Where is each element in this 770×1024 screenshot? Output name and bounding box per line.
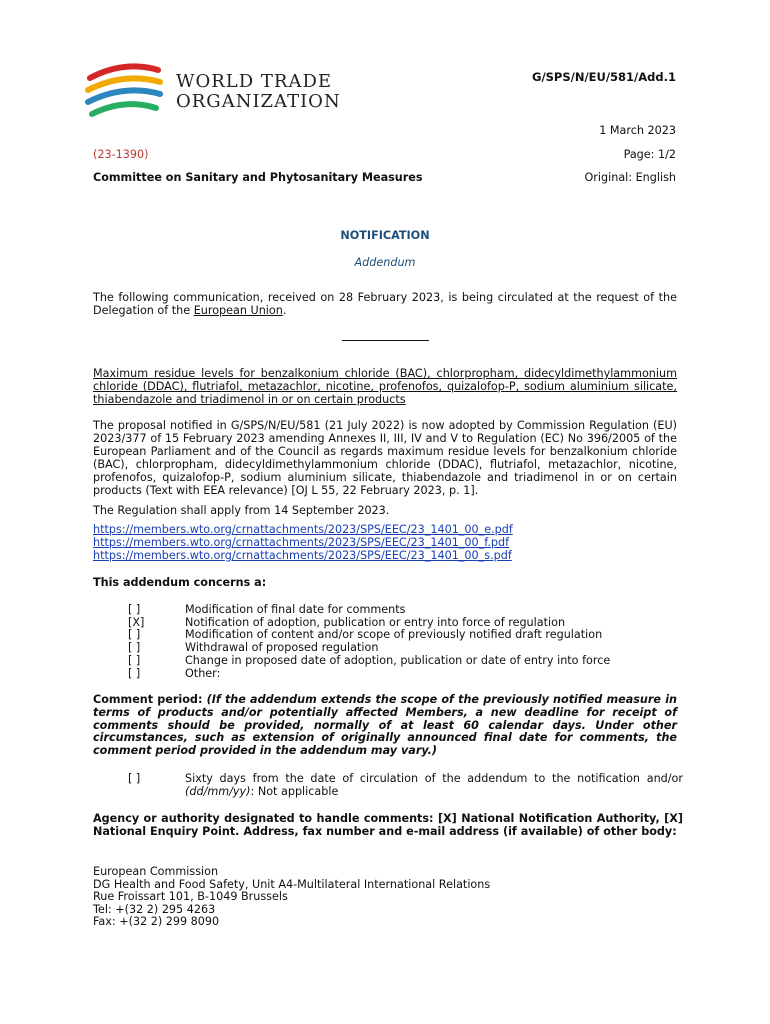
document-reference: G/SPS/N/EU/581/Add.1	[532, 70, 676, 84]
intro-end: .	[282, 304, 287, 317]
checkbox: [ ]	[128, 628, 141, 642]
intro-paragraph	[93, 291, 677, 317]
concerns-heading: This addendum concerns a:	[93, 576, 267, 589]
subject-title	[93, 367, 677, 406]
comment-period-label: Comment period:	[93, 693, 207, 706]
checkbox: [ ]	[128, 641, 141, 655]
divider	[342, 340, 429, 341]
original-language: Original: English	[584, 171, 676, 184]
comment-period	[93, 694, 677, 758]
checklist-label: Other:	[185, 666, 221, 680]
apply-date: The Regulation shall apply from 14 September 2023.	[93, 504, 390, 517]
date-format: (dd/mm/yy)	[185, 785, 251, 798]
subject-text: Maximum residue levels for benzalkonium chloride (BAC), chlorpropham, didecyldimethylammonium chloride (DDAC), flutriafol, metazachlor, nicotine, profenofos, quizalofop-P, sodium aluminium silicate, thiabendazole and triadimenol in or on certain products	[93, 367, 677, 406]
checklist-label: Modification of content and/or scope of previously notified draft regulation	[185, 628, 603, 642]
checklist-label: Notification of adoption, publication or entry into force of regulation	[185, 615, 566, 629]
committee-name: Committee on Sanitary and Phytosanitary Measures	[93, 171, 423, 184]
org-name-line2: ORGANIZATION	[176, 91, 341, 112]
link-spanish[interactable]: https://members.wto.org/crnattachments/2023/SPS/EEC/23_1401_00_s.pdf	[93, 549, 512, 562]
checklist-item	[128, 604, 610, 617]
link-english[interactable]: https://members.wto.org/crnattachments/2023/SPS/EEC/23_1401_00_e.pdf	[93, 523, 513, 536]
checklist-item	[128, 642, 610, 655]
checkbox: [ ]	[128, 653, 141, 667]
addendum-checklist	[128, 604, 610, 680]
address-line: Rue Froissart 101, B-1049 Brussels	[93, 890, 288, 904]
checklist-item	[128, 668, 610, 681]
org-name-line1: WORLD TRADE	[176, 71, 333, 92]
checkbox: [ ]	[128, 603, 141, 616]
sixty-days-option	[128, 772, 683, 798]
addendum-subtitle: Addendum	[354, 256, 416, 269]
address-line: European Commission	[93, 865, 219, 878]
sixty-days-value: : Not applicable	[250, 785, 339, 798]
checklist-item	[128, 655, 610, 668]
link-french[interactable]: https://members.wto.org/crnattachments/2023/SPS/EEC/23_1401_00_f.pdf	[93, 536, 510, 549]
wto-emblem-icon	[84, 58, 170, 128]
address-line: DG Health and Food Safety, Unit A4-Multilateral International Relations	[93, 877, 491, 891]
delegation-name: European Union	[193, 304, 283, 317]
intro-text: The following communication, received on 28 February 2023, is being circulated at the request of the Delegation of the	[93, 291, 677, 317]
address-block	[93, 866, 490, 929]
checkbox: [ ]	[128, 666, 141, 680]
checkbox: [ ]	[128, 772, 141, 785]
address-line: Fax: +(32 2) 299 8090	[93, 915, 220, 929]
document-date: 1 March 2023	[599, 124, 676, 137]
body-paragraph: The proposal notified in G/SPS/N/EU/581 (21 July 2022) is now adopted by Commission Regulation (EU) 2023/377 of 15 February 2023 amending Annexes II, III, IV and V to Regulation (EC) No 396/2005 of the European Parliament and of the Council as regards maximum residue levels for benzalkonium chloride (BAC), chlorpropham, didecyldimethylammonium chloride (DDAC), flutriafol, metazachlor, nicotine, profenofos, quizalofop-P, sodium aluminium silicate, thiabendazole and triadimenol in or on certain products (Text with EEA relevance) [OJ L 55, 22 February 2023, p. 1].	[93, 419, 677, 497]
checklist-label: Change in proposed date of adoption, publication or date of entry into force	[185, 653, 611, 667]
links-list	[93, 523, 513, 562]
checkbox: [X]	[128, 615, 145, 629]
checklist-label: Modification of final date for comments	[185, 603, 406, 616]
sixty-days-text: Sixty days from the date of circulation of the addendum to the notification and/or	[185, 772, 683, 785]
wto-logo	[84, 58, 344, 128]
agency-heading: Agency or authority designated to handle comments: [X] National Notification Authority, [X] National Enquiry Point. Address, fax number and e-mail address (if available) of other body:	[93, 812, 683, 838]
page-indicator: Page: 1/2	[623, 148, 676, 161]
notification-title: NOTIFICATION	[340, 229, 430, 242]
document-number: (23-1390)	[93, 148, 149, 161]
comment-period-text: (If the addendum extends the scope of the previously notified measure in terms of products and/or potentially affected Members, a new deadline for receipt of comments should be provided, normally of at least 60 calendar days. Under other circumstances, such as extension of originally announced final date for comments, the comment period provided in the addendum may vary.)	[93, 693, 677, 758]
checklist-label: Withdrawal of proposed regulation	[185, 641, 379, 655]
address-line: Tel: +(32 2) 295 4263	[93, 902, 216, 916]
